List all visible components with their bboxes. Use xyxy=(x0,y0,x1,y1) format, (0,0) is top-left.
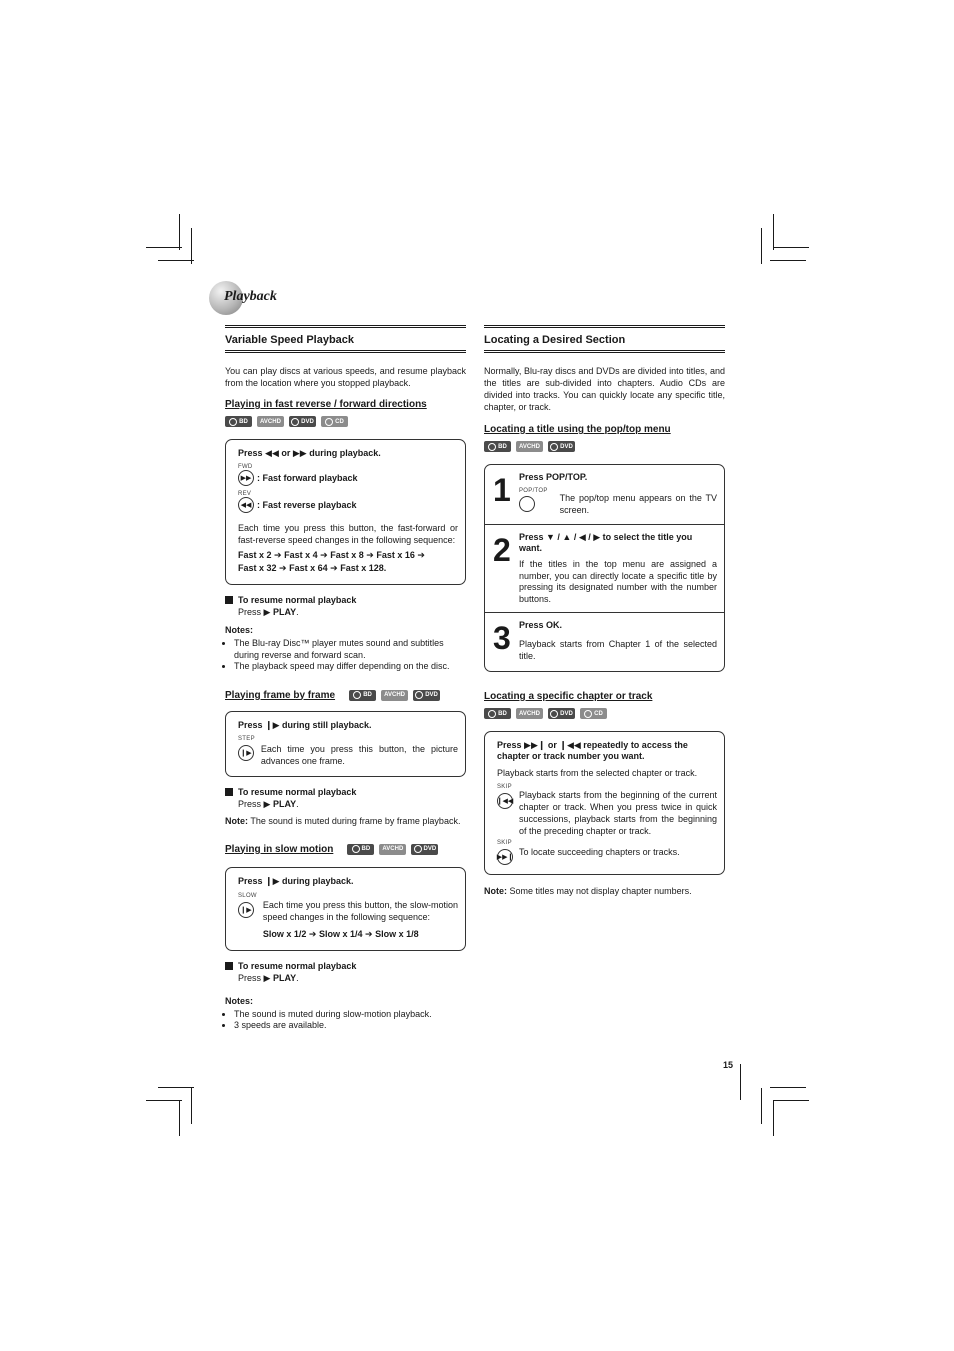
disc-badge-dvd: DVD xyxy=(289,416,316,427)
button-caption: FWD xyxy=(238,464,253,470)
disc-badges xyxy=(484,441,725,452)
crop-mark xyxy=(773,1100,774,1136)
intro-text: Normally, Blu-ray discs and DVDs are divided into titles, and the titles are sub-divided into chapters. Audio CDs are divided into tracks. You can quickly locate any specific title, chapter, or track. xyxy=(484,366,725,412)
crop-mark xyxy=(179,1100,180,1136)
resume-heading: To resume normal playback xyxy=(225,595,466,605)
button-caption: POP/TOP xyxy=(519,488,548,494)
notes-heading: Notes: xyxy=(225,995,254,1006)
disc-badges xyxy=(484,708,725,719)
notes-list xyxy=(225,638,466,673)
instruction: Press ▶▶❙ or ❙◀◀ repeatedly to access the chapter or track number you want. xyxy=(497,740,688,761)
instruction-box-chapter xyxy=(484,731,725,875)
notes-list xyxy=(225,1009,466,1032)
crop-mark xyxy=(770,260,806,261)
disc-badges xyxy=(347,844,438,855)
disc-badge-bd: BD xyxy=(484,708,511,719)
note-item: • 3 speeds are available. xyxy=(234,1020,466,1032)
crop-mark xyxy=(773,1100,809,1101)
play-icon: ▶ xyxy=(263,798,271,809)
disc-badge-dvd: DVD xyxy=(548,708,575,719)
body-text: Each time you press this button, the picture advances one frame. xyxy=(260,743,458,766)
skip-forward-icon: ▶▶❙ xyxy=(497,849,513,865)
disc-badge-avchd: AVCHD xyxy=(381,690,408,701)
step-number: 3 xyxy=(493,620,511,656)
button-caption: SKIP xyxy=(497,784,512,790)
disc-badge-cd: CD xyxy=(580,708,607,719)
instruction-box-frame xyxy=(225,711,466,777)
rev-label: : Fast reverse playback xyxy=(257,500,357,510)
button-caption: REV xyxy=(238,491,252,497)
subheading-frame: Playing frame by frame xyxy=(225,689,336,701)
body-text: Each time you press this button, the fast-forward or fast-reverse speed changes in the following sequence: xyxy=(238,523,458,545)
disc-badge-bd: BD xyxy=(349,690,376,701)
button-caption: STEP xyxy=(238,735,255,742)
disc-badge-avchd: AVCHD xyxy=(516,708,543,719)
disc-badge-bd: BD xyxy=(347,844,374,855)
crop-mark xyxy=(770,1087,806,1088)
skip-back-icon: ❙◀◀ xyxy=(497,793,513,809)
note-item: • The Blu-ray Disc™ player mutes sound and subtitles during reverse and forward scan. xyxy=(234,638,466,661)
disc-badge-avchd: AVCHD xyxy=(516,441,543,452)
disc-badge-dvd: DVD xyxy=(548,441,575,452)
slow-icon: ❙▶ xyxy=(238,902,254,918)
fast-reverse-icon: ◀◀ xyxy=(238,497,254,513)
play-icon: ▶ xyxy=(263,607,271,617)
resume-instruction: Press ▶ PLAY. xyxy=(238,607,299,617)
crop-mark xyxy=(158,1087,194,1088)
crop-mark xyxy=(179,214,180,250)
disc-badge-avchd: AVCHD xyxy=(257,416,284,427)
note: Note: The sound is muted during frame by frame playback. xyxy=(225,815,461,826)
note-item: • The playback speed may differ depending on the disc. xyxy=(234,661,466,673)
disc-badges xyxy=(349,690,440,701)
body-text: Each time you press this button, the slow-motion speed changes in the following sequence: xyxy=(262,899,458,922)
subheading-title-menu: Locating a title using the pop/top menu xyxy=(484,424,671,435)
crop-mark xyxy=(740,1064,741,1100)
subheading-chapter: Locating a specific chapter or track xyxy=(484,691,653,702)
left-column xyxy=(225,325,466,1032)
subheading-slow: Playing in slow motion xyxy=(225,843,334,855)
disc-badge-avchd: AVCHD xyxy=(379,844,406,855)
disc-badge-cd: CD xyxy=(321,416,348,427)
crop-mark xyxy=(773,247,809,248)
skip-back-text: Playback starts from the beginning of the current chapter or track. When you press twice in quick successions, playback starts from the beginning of the preceding chapter or track. xyxy=(519,790,717,836)
disc-badge-bd: BD xyxy=(484,441,511,452)
body-text: If the titles in the top menu are assigned a number, you can directly locate a specific title by pressing its designated number with the number buttons. xyxy=(519,559,717,604)
instruction: Press OK. xyxy=(519,620,563,630)
instruction: Press POP/TOP. xyxy=(519,472,588,482)
instruction: Press ◀◀ or ▶▶ during playback. xyxy=(238,448,381,458)
instruction: Press ▼ / ▲ / ◀ / ▶ to select the title you want. xyxy=(519,532,693,553)
step-number: 1 xyxy=(493,472,511,508)
right-column xyxy=(484,325,725,896)
disc-badge-dvd: DVD xyxy=(411,844,438,855)
subheading-fast: Playing in fast reverse / forward directions xyxy=(225,399,427,410)
section-heading: Variable Speed Playback xyxy=(225,325,466,353)
notes-heading: Notes: xyxy=(225,625,254,635)
instruction-box-fast xyxy=(225,439,466,585)
skip-forward-text: To locate succeeding chapters or tracks. xyxy=(519,847,680,857)
resume-heading: To resume normal playback xyxy=(225,787,466,797)
step-1 xyxy=(485,465,724,524)
crop-mark xyxy=(761,1088,762,1124)
disc-badge-bd: BD xyxy=(225,416,252,427)
play-icon: ▶ xyxy=(263,972,271,983)
body-text: The pop/top menu appears on the TV screen. xyxy=(559,493,717,515)
section-heading: Locating a Desired Section xyxy=(484,325,725,353)
crop-mark xyxy=(191,228,192,264)
crop-mark xyxy=(146,247,182,248)
step-2 xyxy=(485,524,724,612)
intro-text: You can play discs at various speeds, and resume playback from the location where you stopped playback. xyxy=(225,366,466,388)
speed-sequence: Slow x 1/2 ➔ Slow x 1/4 ➔ Slow x 1/8 xyxy=(262,928,419,939)
step-number: 2 xyxy=(493,532,511,568)
page-number: 15 xyxy=(723,1060,734,1070)
note: Note: Some titles may not display chapter numbers. xyxy=(484,886,692,896)
lead-text: Playback starts from the selected chapter or track. xyxy=(497,768,698,778)
crop-mark xyxy=(158,260,194,261)
crop-mark xyxy=(146,1100,182,1101)
button-caption: SLOW xyxy=(238,892,257,899)
button-caption: SKIP xyxy=(497,840,512,846)
step-icon: ❙▶ xyxy=(238,745,254,761)
disc-badges xyxy=(225,416,466,427)
note-item: • The sound is muted during slow-motion playback. xyxy=(234,1009,466,1021)
instruction: Press ❙▶ during still playback. xyxy=(238,719,372,730)
fwd-label: : Fast forward playback xyxy=(257,473,358,483)
resume-instruction: Press ▶ PLAY. xyxy=(238,972,299,983)
resume-heading: To resume normal playback xyxy=(225,961,466,971)
instruction-box-slow xyxy=(225,867,466,951)
steps-box xyxy=(484,464,725,672)
instruction: Press ❙▶ during playback. xyxy=(238,875,354,886)
pop-top-button-icon xyxy=(519,496,535,512)
crop-mark xyxy=(773,214,774,250)
section-title: Playback xyxy=(224,289,277,304)
body-text: Playback starts from Chapter 1 of the selected title. xyxy=(519,639,717,661)
crop-mark xyxy=(761,228,762,264)
speed-sequence: Fast x 2 ➔ Fast x 4 ➔ Fast x 8 ➔ Fast x 16 ➔ Fast x 32 ➔ Fast x 64 ➔ Fast x 128. xyxy=(238,550,425,573)
step-3 xyxy=(485,612,724,671)
resume-instruction: Press ▶ PLAY. xyxy=(238,798,299,809)
crop-mark xyxy=(191,1088,192,1124)
disc-badge-dvd: DVD xyxy=(413,690,440,701)
fast-forward-icon: ▶▶ xyxy=(238,470,254,486)
